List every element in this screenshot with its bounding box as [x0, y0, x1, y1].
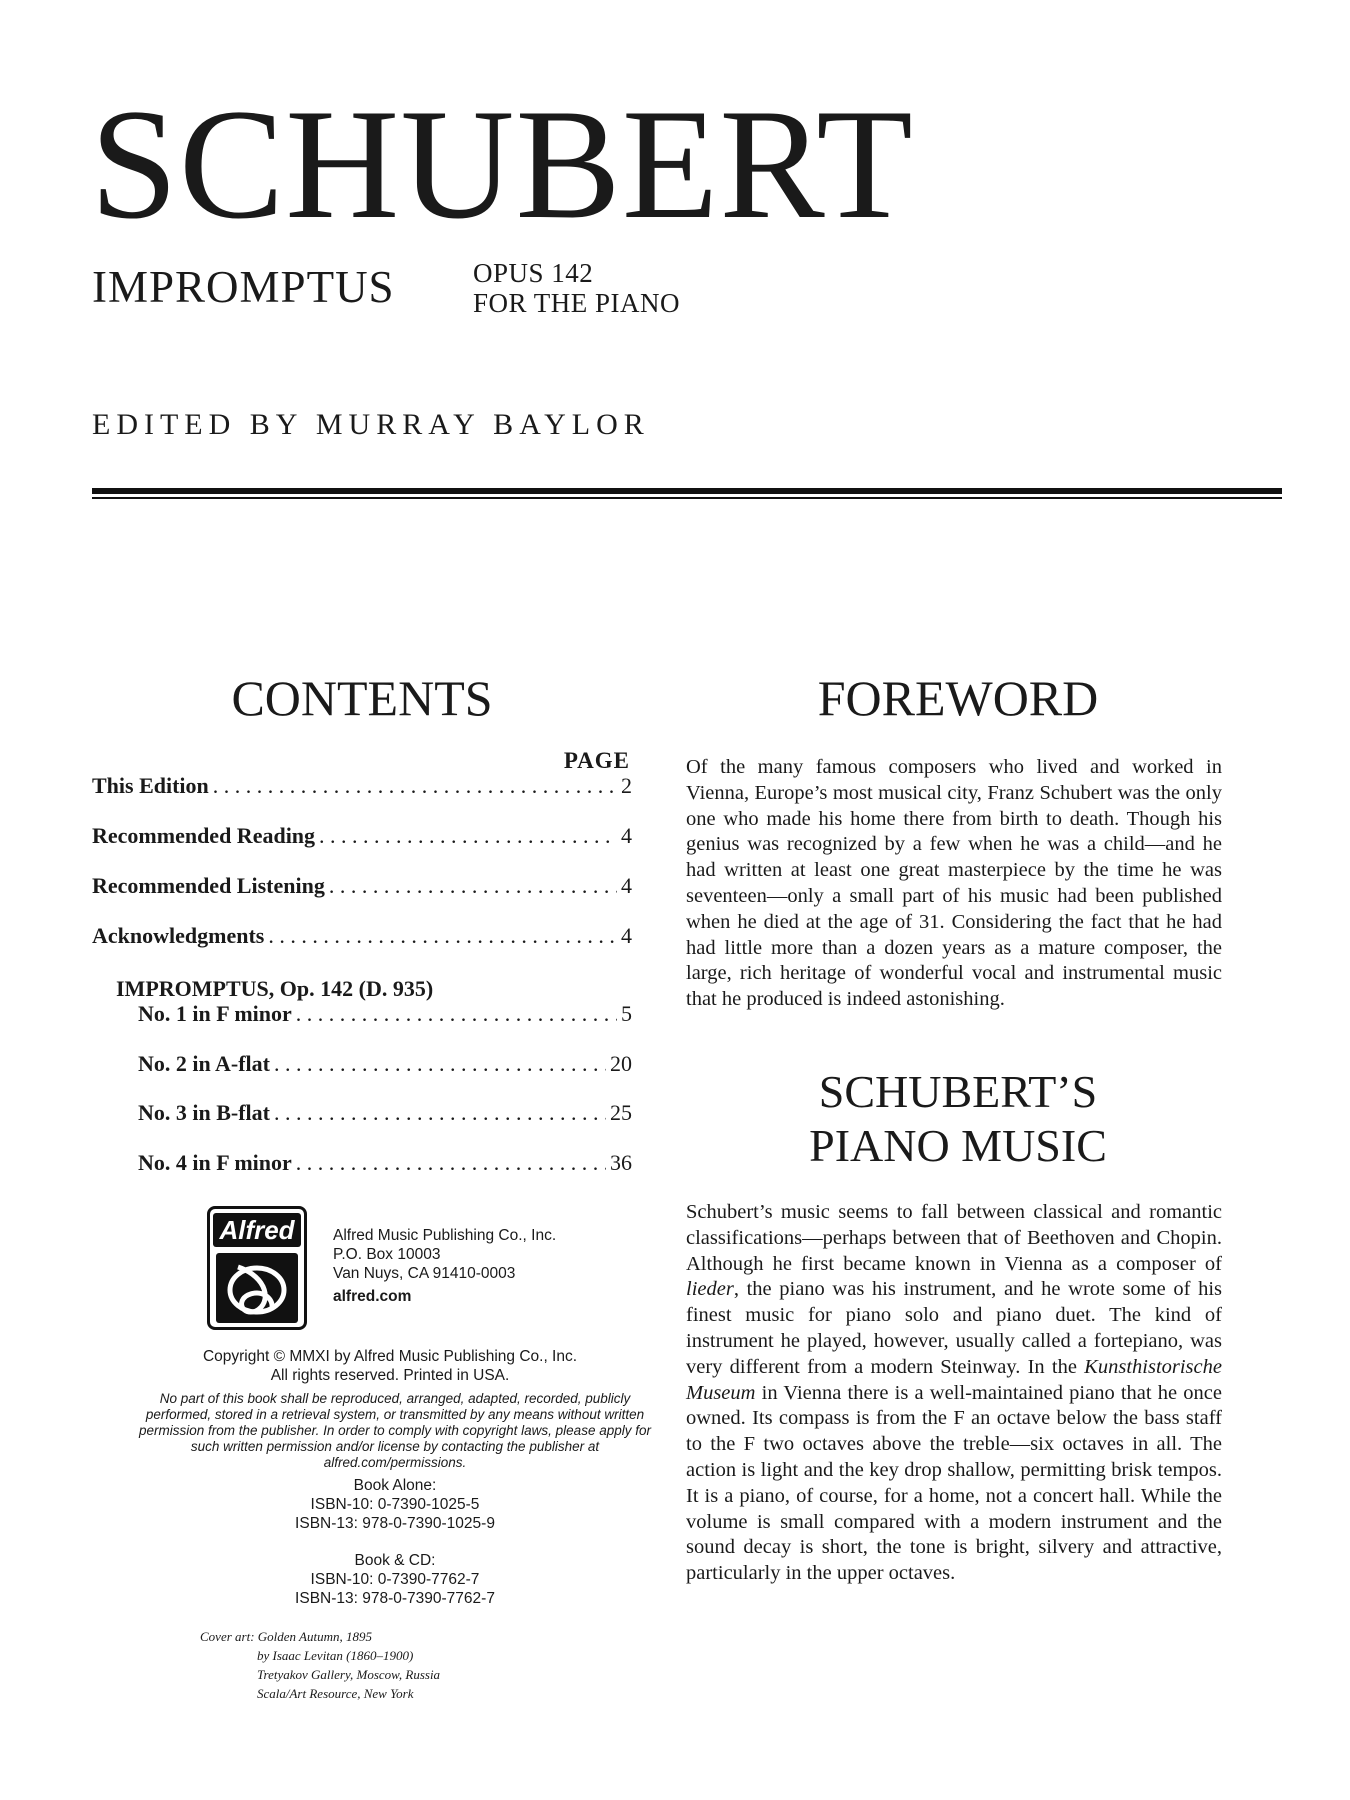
editor-line: EDITED BY MURRAY BAYLOR	[92, 408, 650, 441]
toc-entry-label: Acknowledgments	[92, 923, 265, 948]
toc-leader	[274, 1050, 606, 1078]
logo-wordmark: Alfred	[213, 1213, 301, 1247]
toc-piece[interactable]	[138, 1099, 632, 1127]
toc-piece-label: No. 3 in B-flat	[138, 1100, 270, 1125]
toc-entry-label: Recommended Reading	[92, 823, 316, 848]
toc-piece-page: 5	[621, 1001, 632, 1026]
book-alone-isbn10: ISBN-10: 0-7390-1025-5	[310, 1496, 480, 1513]
museum-name: Kunsthistorische Museum	[686, 1355, 1222, 1404]
toc-leader	[213, 772, 617, 800]
impromptus-heading: IMPROMPTUS, Op. 142 (D. 935)	[116, 976, 434, 1001]
book-alone-label: Book Alone:	[353, 1477, 437, 1494]
toc-piece[interactable]	[138, 1000, 632, 1028]
cover-art-source: Scala/Art Resource, New York	[257, 1686, 414, 1701]
publisher-po-box: P.O. Box 10003	[333, 1246, 441, 1263]
instrument-line: FOR THE PIANO	[473, 288, 681, 318]
toc-piece[interactable]	[138, 1050, 632, 1078]
toc-piece[interactable]	[138, 1149, 632, 1177]
toc-entry[interactable]	[92, 872, 632, 900]
toc-leader	[296, 1000, 617, 1028]
toc-entry-page: 4	[621, 873, 632, 898]
piano-music-paragraph	[686, 1200, 1222, 1587]
toc-piece-page: 36	[610, 1150, 632, 1175]
reproduction-notice: No part of this book shall be reproduced, arranged, adapted, recorded, publicly performed, stored in a retrieval system, or transmitted by any means without written permission from the publisher. In order to comply with copyright laws, please apply for such written permission and/or license by contacting the publisher at alfred.com/permissions.	[139, 1391, 651, 1470]
book-cd-isbn10: ISBN-10: 0-7390-7762-7	[310, 1571, 480, 1588]
rights-line: All rights reserved. Printed in USA.	[270, 1367, 510, 1384]
publisher-name: Alfred Music Publishing Co., Inc.	[333, 1227, 557, 1244]
toc-leader	[274, 1099, 606, 1127]
cover-art-title: Cover art: Golden Autumn, 1895	[200, 1629, 372, 1644]
publisher-url[interactable]: alfred.com	[333, 1288, 412, 1305]
toc-entry-page: 4	[621, 823, 632, 848]
toc-leader	[329, 872, 617, 900]
publisher-city: Van Nuys, CA 91410-0003	[333, 1265, 516, 1282]
toc-entry-page: 4	[621, 923, 632, 948]
cover-art-gallery: Tretyakov Gallery, Moscow, Russia	[257, 1667, 441, 1682]
toc-entry[interactable]	[92, 922, 632, 950]
divider-thin	[92, 497, 1282, 499]
book-cd-label: Book & CD:	[354, 1552, 436, 1569]
toc-piece-label: No. 4 in F minor	[138, 1150, 292, 1175]
book-cd-isbn13: ISBN-13: 978-0-7390-7762-7	[295, 1590, 495, 1607]
cover-art-artist: by Isaac Levitan (1860–1900)	[257, 1648, 414, 1663]
toc-entry-label: Recommended Listening	[92, 873, 325, 898]
toc-entry[interactable]	[92, 772, 632, 800]
copyright-line: Copyright © MMXI by Alfred Music Publishing Co., Inc.	[202, 1348, 578, 1365]
alfred-logo	[207, 1206, 307, 1330]
toc-entry-label: This Edition	[92, 773, 209, 798]
work-title: IMPROMPTUS	[92, 262, 395, 312]
toc-piece-label: No. 2 in A-flat	[138, 1051, 270, 1076]
divider-thick	[92, 488, 1282, 494]
toc-leader	[319, 822, 617, 850]
copyright-block	[150, 1347, 630, 1385]
contents-heading: CONTENTS	[231, 670, 493, 726]
toc-piece-label: No. 1 in F minor	[138, 1001, 292, 1026]
toc-entry-page: 2	[621, 773, 632, 798]
toc-piece-page: 25	[610, 1100, 632, 1125]
foreword-paragraph: Of the many famous composers who lived and worked in Vienna, Europe’s most musical city, Franz Schubert was the only one who made his home there from birth to death. Though his genius was recognized by a few when he was a child—and he had written at least one great masterpiece by the time he was seventeen—only a small part of his music had been published when he died at the age of 31. Considering the fact that he had had little more than a dozen years as a mature composer, the large, rich heritage of wonderful vocal and instrumental music that he produced is indeed astonishing.	[686, 756, 1222, 1011]
isbn-block	[230, 1476, 560, 1608]
paragraph-text: in Vienna there is a well-maintained piano that he once owned. Its compass is from the F an octave below the bass staff to the F two octaves above the treble—six octaves in all. The action is light and the key drop shallow, permitting brisk tempos. It is a piano, of course, for a home, not a concert hall. While the volume is small compared with a modern instrument and the sound decay is short, the tone is bright, silvery and attractive, particularly in the upper octaves.	[686, 1381, 1222, 1585]
toc-piece-page: 20	[610, 1051, 632, 1076]
piano-music-heading	[688, 1065, 1228, 1173]
foreword-heading: FOREWORD	[817, 670, 1099, 726]
opus-number: OPUS 142	[473, 258, 594, 288]
page-column-label: PAGE	[563, 748, 630, 773]
publisher-address	[333, 1226, 556, 1306]
toc-leader	[268, 922, 617, 950]
paragraph-text: Schubert’s music seems to fall between classical and romantic classifications—perhaps between that of Beethoven and Chopin. Although he first became known in Vienna as a composer of	[686, 1201, 1222, 1275]
paragraph-text: , the piano was his instrument, and he wrote some of his finest music for piano solo and piano duet. The kind of instrument he played, however, usually called a fortepiano, was very different from a modern Steinway. In the	[686, 1278, 1222, 1378]
composer-title: SCHUBERT	[90, 77, 914, 252]
treble-clef-icon	[216, 1253, 298, 1323]
lieder-term: lieder	[686, 1278, 734, 1301]
piano-heading-line1: SCHUBERT’S	[818, 1066, 1098, 1117]
cover-art-credit	[200, 1627, 440, 1703]
toc-entry[interactable]	[92, 822, 632, 850]
toc-leader	[296, 1149, 606, 1177]
piano-heading-line2: PIANO MUSIC	[809, 1120, 1107, 1171]
book-alone-isbn13: ISBN-13: 978-0-7390-1025-9	[295, 1515, 495, 1532]
